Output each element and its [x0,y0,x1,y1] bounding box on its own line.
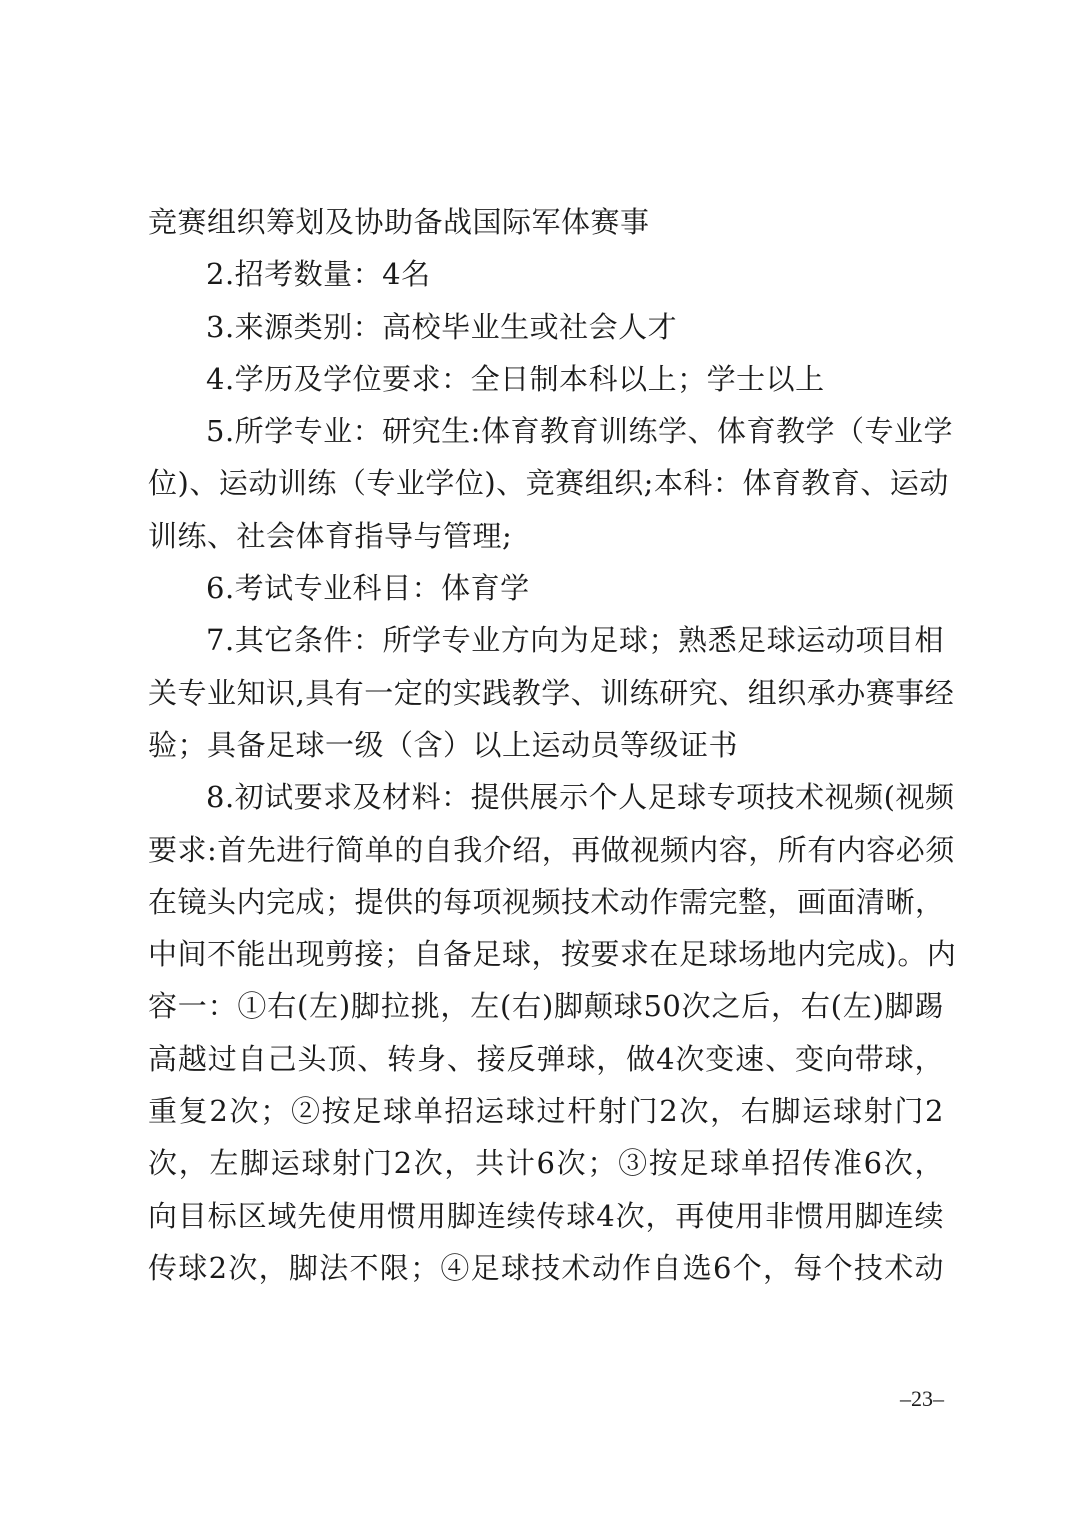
text-line: 容一：①右(左)脚拉挑，左(右)脚颠球50次之后，右(左)脚踢 [148,989,944,1024]
text-line: 8.初试要求及材料：提供展示个人足球专项技术视频(视频 [206,780,955,815]
text-line: 7.其它条件：所学专业方向为足球；熟悉足球运动项目相 [206,623,944,658]
text-line: 次，左脚运球射门2次，共计6次；③按足球单招传准6次， [148,1146,944,1181]
text-line: 验；具备足球一级（含）以上运动员等级证书 [148,727,739,762]
text-line: 3.来源类别：高校毕业生或社会人才 [206,309,678,344]
text-line: 6.考试专业科目：体育学 [206,571,530,606]
text-line: 4.学历及学位要求：全日制本科以上；学士以上 [206,361,825,396]
text-line: 要求:首先进行简单的自我介绍，再做视频内容，所有内容必须 [148,832,955,867]
text-line: 5.所学专业：研究生:体育教育训练学、体育教学（专业学 [206,414,953,449]
text-line: 竞赛组织筹划及协助备战国际军体赛事 [148,205,650,239]
text-line: 位)、运动训练（专业学位)、竞赛组织;本科：体育教育、运动 [148,466,949,501]
text-line: 向目标区域先使用惯用脚连续传球4次，再使用非惯用脚连续 [148,1198,944,1233]
page-number: –23– [900,1386,944,1411]
text-line: 重复2次；②按足球单招运球过杆射门2次，右脚运球射门2 [148,1094,944,1129]
text-line: 关专业知识,具有一定的实践教学、训练研究、组织承办赛事经 [148,675,955,710]
text-line: 2.招考数量：4名 [206,257,431,292]
text-line: 传球2次，脚法不限；④足球技术动作自选6个，每个技术动 [148,1250,944,1285]
text-line: 高越过自己头顶、转身、接反弹球，做4次变速、变向带球， [148,1041,944,1076]
text-line: 训练、社会体育指导与管理; [148,518,513,553]
text-line: 中间不能出现剪接；自备足球，按要求在足球场地内完成)。内 [148,937,957,972]
document-body [148,196,957,1294]
text-line: 在镜头内完成；提供的每项视频技术动作需完整，画面清晰， [148,884,945,919]
